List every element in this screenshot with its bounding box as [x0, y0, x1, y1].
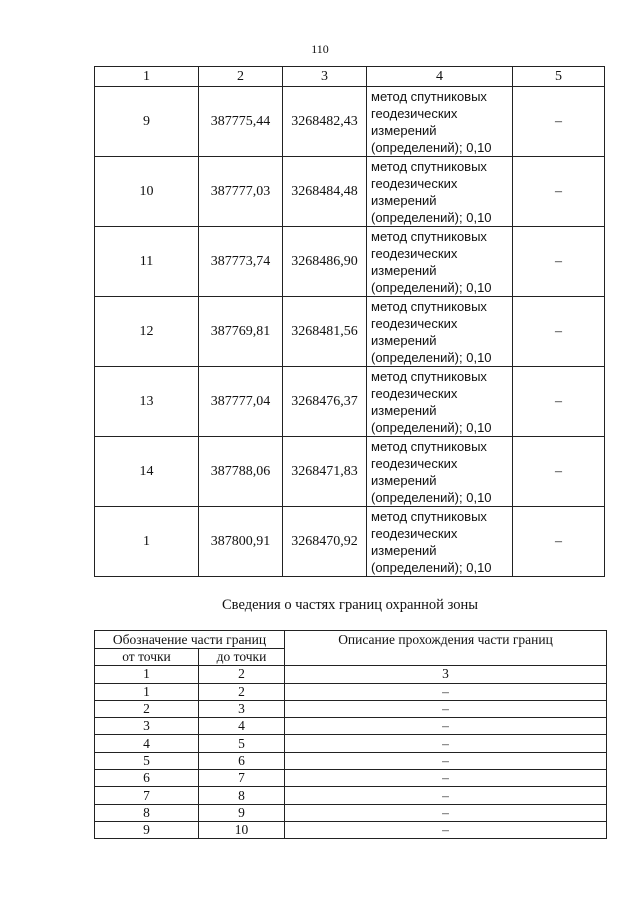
point-number: 9 [95, 87, 199, 157]
note-cell: – [513, 297, 605, 367]
to-point: 6 [199, 752, 285, 769]
part-description: – [285, 804, 607, 821]
part-description: – [285, 683, 607, 700]
column-number: 3 [285, 666, 607, 683]
boundary-part-row [95, 700, 607, 717]
note-cell: – [513, 227, 605, 297]
x-coordinate: 387777,03 [199, 157, 283, 227]
from-point: 9 [95, 821, 199, 838]
part-description: – [285, 752, 607, 769]
column-header: 4 [367, 67, 513, 87]
from-point: 7 [95, 787, 199, 804]
method-line: (определений); 0,10 [371, 559, 492, 575]
method-line: измерений [371, 122, 437, 138]
method-line: геодезических [371, 315, 458, 331]
method-line: (определений); 0,10 [371, 209, 492, 225]
to-point: 7 [199, 770, 285, 787]
method-line: метод спутниковых [371, 298, 487, 314]
header-description: Описание прохождения части границ [285, 631, 607, 666]
parts-numbers-row [95, 666, 607, 683]
to-point: 8 [199, 787, 285, 804]
y-coordinate: 3268470,92 [283, 507, 367, 577]
x-coordinate: 387769,81 [199, 297, 283, 367]
from-point: 5 [95, 752, 199, 769]
boundary-part-row [95, 804, 607, 821]
to-point: 2 [199, 683, 285, 700]
to-point: 9 [199, 804, 285, 821]
coordinate-row [95, 157, 605, 227]
part-description: – [285, 787, 607, 804]
boundary-part-row [95, 735, 607, 752]
method-line: метод спутниковых [371, 368, 487, 384]
part-description: – [285, 821, 607, 838]
point-number: 1 [95, 507, 199, 577]
method-line: метод спутниковых [371, 88, 487, 104]
x-coordinate: 387800,91 [199, 507, 283, 577]
column-header: 1 [95, 67, 199, 87]
from-point: 1 [95, 683, 199, 700]
method-line: измерений [371, 402, 437, 418]
method-line: геодезических [371, 525, 458, 541]
method-description [367, 507, 513, 577]
method-line: геодезических [371, 455, 458, 471]
method-description [367, 227, 513, 297]
to-point: 10 [199, 821, 285, 838]
method-description [367, 437, 513, 507]
from-point: 6 [95, 770, 199, 787]
coordinate-row [95, 437, 605, 507]
x-coordinate: 387775,44 [199, 87, 283, 157]
point-number: 13 [95, 367, 199, 437]
method-line: метод спутниковых [371, 228, 487, 244]
method-line: метод спутниковых [371, 158, 487, 174]
method-line: измерений [371, 332, 437, 348]
note-cell: – [513, 507, 605, 577]
header-from-point: от точки [95, 649, 199, 666]
method-line: измерений [371, 542, 437, 558]
part-description: – [285, 735, 607, 752]
page-number: 110 [311, 42, 329, 56]
y-coordinate: 3268486,90 [283, 227, 367, 297]
column-number: 2 [199, 666, 285, 683]
boundary-part-row [95, 683, 607, 700]
boundary-part-row [95, 770, 607, 787]
to-point: 3 [199, 700, 285, 717]
method-line: геодезических [371, 105, 458, 121]
method-description [367, 87, 513, 157]
method-line: геодезических [371, 385, 458, 401]
point-number: 10 [95, 157, 199, 227]
coordinate-row [95, 87, 605, 157]
method-line: (определений); 0,10 [371, 419, 492, 435]
column-header: 3 [283, 67, 367, 87]
boundary-parts-table [94, 630, 607, 839]
method-line: (определений); 0,10 [371, 279, 492, 295]
coordinates-header-row [95, 67, 605, 87]
header-to-point: до точки [199, 649, 285, 666]
to-point: 5 [199, 735, 285, 752]
point-number: 14 [95, 437, 199, 507]
coordinate-row [95, 297, 605, 367]
method-description [367, 157, 513, 227]
method-line: метод спутниковых [371, 508, 487, 524]
note-cell: – [513, 157, 605, 227]
x-coordinate: 387777,04 [199, 367, 283, 437]
column-header: 2 [199, 67, 283, 87]
from-point: 4 [95, 735, 199, 752]
point-number: 11 [95, 227, 199, 297]
method-line: измерений [371, 192, 437, 208]
method-line: измерений [371, 472, 437, 488]
y-coordinate: 3268476,37 [283, 367, 367, 437]
method-description [367, 367, 513, 437]
boundary-part-row [95, 718, 607, 735]
method-line: метод спутниковых [371, 438, 487, 454]
coordinate-row [95, 507, 605, 577]
method-line: (определений); 0,10 [371, 139, 492, 155]
boundary-part-row [95, 821, 607, 838]
coordinate-row [95, 227, 605, 297]
parts-header-row [95, 631, 607, 649]
x-coordinate: 387788,06 [199, 437, 283, 507]
method-line: геодезических [371, 175, 458, 191]
from-point: 8 [95, 804, 199, 821]
method-line: геодезических [371, 245, 458, 261]
coordinates-table [94, 66, 605, 577]
method-line: (определений); 0,10 [371, 489, 492, 505]
boundary-part-row [95, 787, 607, 804]
from-point: 2 [95, 700, 199, 717]
x-coordinate: 387773,74 [199, 227, 283, 297]
note-cell: – [513, 437, 605, 507]
part-description: – [285, 770, 607, 787]
note-cell: – [513, 87, 605, 157]
y-coordinate: 3268484,48 [283, 157, 367, 227]
y-coordinate: 3268482,43 [283, 87, 367, 157]
point-number: 12 [95, 297, 199, 367]
part-description: – [285, 700, 607, 717]
note-cell: – [513, 367, 605, 437]
column-header: 5 [513, 67, 605, 87]
method-line: (определений); 0,10 [371, 349, 492, 365]
y-coordinate: 3268471,83 [283, 437, 367, 507]
method-line: измерений [371, 262, 437, 278]
header-boundary-part: Обозначение части границ [95, 631, 285, 649]
boundary-part-row [95, 752, 607, 769]
y-coordinate: 3268481,56 [283, 297, 367, 367]
to-point: 4 [199, 718, 285, 735]
section-title: Сведения о частях границ охранной зоны [222, 597, 478, 613]
column-number: 1 [95, 666, 199, 683]
from-point: 3 [95, 718, 199, 735]
part-description: – [285, 718, 607, 735]
method-description [367, 297, 513, 367]
coordinate-row [95, 367, 605, 437]
